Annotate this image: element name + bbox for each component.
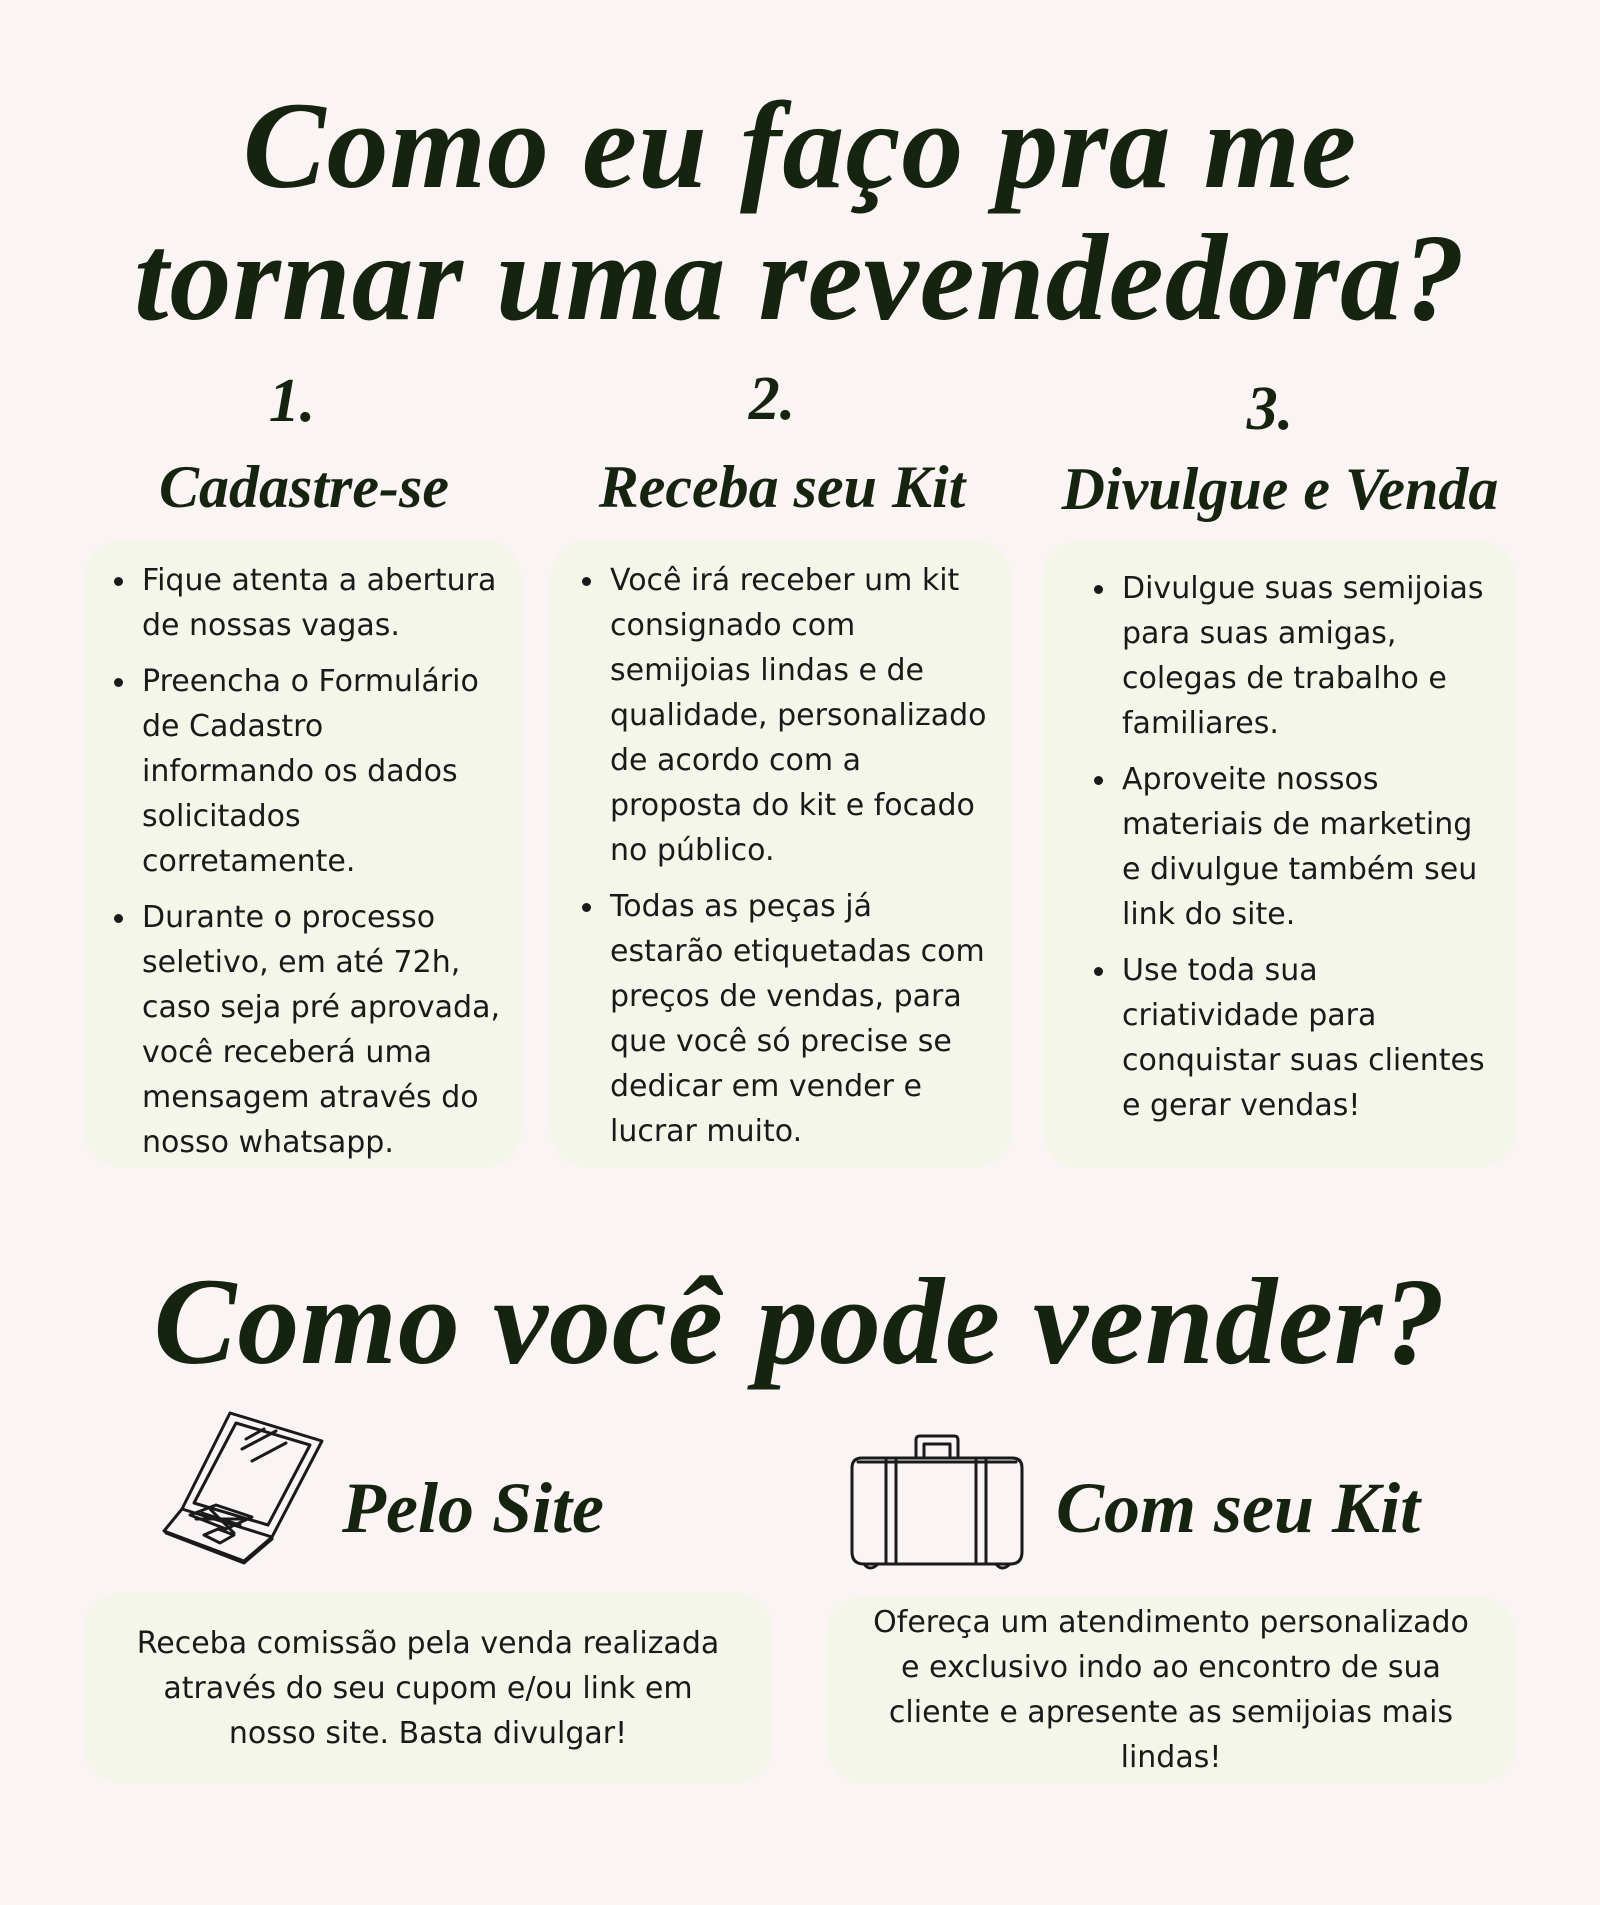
step-3-title: Divulgue e Venda <box>1061 456 1499 522</box>
page-title-line-2: tornar uma revendedora? <box>134 209 1466 346</box>
page-title <box>0 77 1600 346</box>
step-1-card <box>84 540 522 1168</box>
step-3-card <box>1042 540 1516 1168</box>
step-1-list <box>112 558 500 1165</box>
step-2-title: Receba seu Kit <box>598 454 966 520</box>
page-title-line-1: Como eu faço pra me <box>242 77 1358 214</box>
suitcase-icon <box>848 1432 1026 1574</box>
laptop-icon <box>160 1405 330 1565</box>
site-card <box>84 1592 772 1784</box>
list-item: Divulgue suas semijoias para suas amigas, colegas de trabalho e familiares. <box>1092 566 1492 746</box>
list-item: Aproveite nossos materiais de marketing e divulgue também seu link do site. <box>1092 757 1492 937</box>
step-1-title: Cadastre-se <box>159 454 449 520</box>
site-title: Pelo Site <box>342 1468 604 1548</box>
list-item: Preencha o Formulário de Cadastro informando os dados solicitados corretamente. <box>112 659 500 884</box>
list-item: Você irá receber um kit consignado com semijoias lindas e de qualidade, personalizado de acordo com a proposta do kit e focado no público. <box>580 558 990 873</box>
list-item: Fique atenta a abertura de nossas vagas. <box>112 558 500 648</box>
list-item: Todas as peças já estarão etiquetadas com preços de vendas, para que você só precise se dedicar em vender e lucrar muito. <box>580 884 990 1154</box>
kit-text: Ofereça um atendimento personalizado e exclusivo indo ao encontro de sua cliente e apresente as semijoias mais lindas! <box>873 1605 1469 1775</box>
list-item: Use toda sua criatividade para conquistar suas clientes e gerar vendas! <box>1092 948 1492 1128</box>
kit-title: Com seu Kit <box>1056 1468 1421 1548</box>
step-3-list <box>1092 566 1492 1128</box>
site-text: Receba comissão pela venda realizada através do seu cupom e/ou link em nosso site. Basta divulgar! <box>136 1625 720 1751</box>
step-2-list <box>580 558 990 1154</box>
kit-card <box>826 1596 1516 1784</box>
list-item: Durante o processo seletivo, em até 72h, caso seja pré aprovada, você receberá uma mensagem através do nosso whatsapp. <box>112 895 500 1165</box>
step-1-number: 1. <box>268 367 316 435</box>
step-3-number: 3. <box>1246 375 1294 443</box>
step-2-number: 2. <box>748 365 796 433</box>
selling-title: Como você pode vender? <box>153 1253 1447 1390</box>
step-2-card <box>550 540 1012 1168</box>
